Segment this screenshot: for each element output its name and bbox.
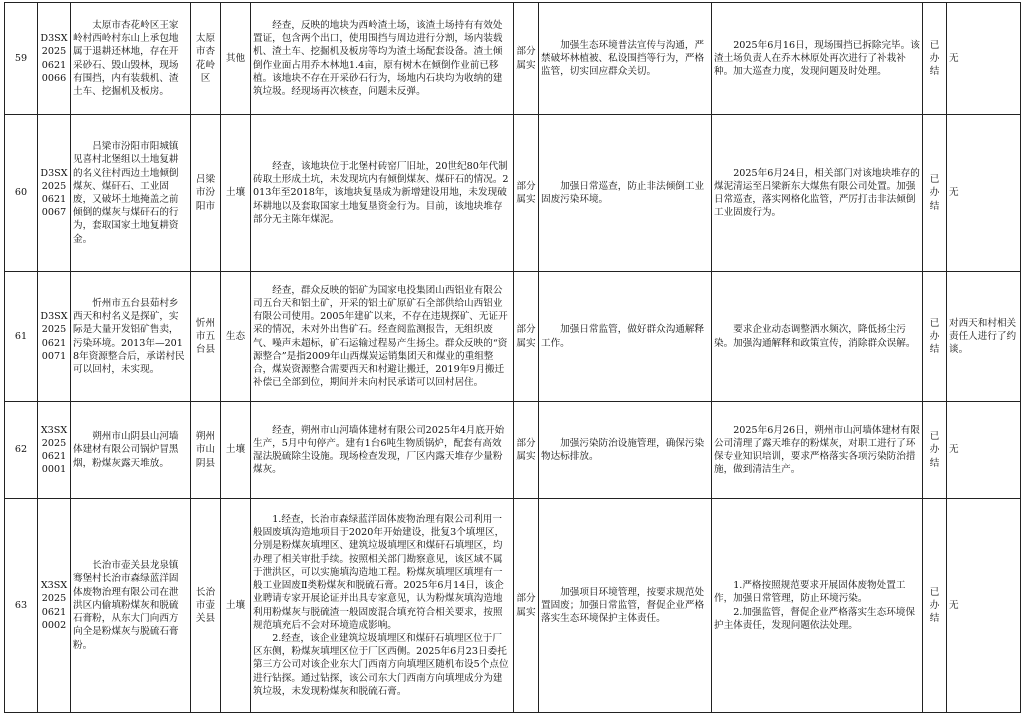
- status-badge: 已办结: [923, 499, 947, 713]
- issue-type: 土壤: [221, 115, 251, 272]
- rectification-progress: 要求企业动态调整洒水频次，降低扬尘污染。加强沟通解释和政策宣传，消除群众误解。: [712, 272, 923, 402]
- status-badge: 已办结: [923, 272, 947, 402]
- investigation-finding: 经查，群众反映的铝矿为国家电投集团山西铝业有限公司五台天和铝土矿，开采的铝土矿原矿石全部供给山西铝业有限公司使用。2005年建矿以来，不存在违规探矿、无证开采的情况，未对外出售矿石。经查阅监测报告，无组织废气、噪声未超标，矿石运输过程易产生扬尘。群众反映的“资源整合”是指2009年山西煤炭运销集团天和煤业的重组整合，煤炭资源整合需要西天和村避让搬迁，2019年9月搬迁补偿已全部到位，期间并未向村民承诺可以回村居住。: [251, 272, 514, 402]
- finding-part-2: 2.经查，该企业建筑垃圾填埋区和煤矸石填埋区位于厂区东侧，粉煤灰填埋区位于厂区西侧。2025年6月23日委托第三方公司对该企业东大门西南方向填埋区随机布设5个点位进行钻探。通过钻探，该公司东大门西南方向填埋成分为建筑垃圾，未发现粉煤灰和脱硫石膏。: [253, 632, 509, 697]
- accountability: 无: [947, 115, 1021, 272]
- verdict: 部分属实: [514, 499, 539, 713]
- status-badge: 已办结: [923, 3, 947, 115]
- report-table: [4, 2, 1021, 713]
- case-code: X3SX202506210001: [38, 402, 71, 499]
- issue-type: 生态: [221, 272, 251, 402]
- rectification-measures: 加强日常监管，做好群众沟通解释工作。: [539, 272, 712, 402]
- issue-type: 土壤: [221, 402, 251, 499]
- issue-description: 太原市杏花岭区王家岭村西岭村东山上承包地属于退耕还林地，存在开采砂石、毁山毁林，现场有围挡，内有装载机、渣土车、挖掘机及板房。: [71, 3, 191, 115]
- verdict: 部分属实: [514, 3, 539, 115]
- status-badge: 已办结: [923, 115, 947, 272]
- table-row: [5, 402, 1021, 499]
- finding-part-1: 1.经查，长治市森绿蓝洋固体废物治理有限公司利用一般固废填沟造地项目于2020年开始建设，批复3个填埋区，分别是粉煤灰填埋区、建筑垃圾填埋区和煤矸石填埋区，均办理了相关审批手续。按照相关部门勘察意见，该区域不属于泄洪区，可以实施填沟造地工程。粉煤灰填埋区填埋有一般工业固废Ⅱ类粉煤灰和脱硫石膏。2025年6月14日，该企业聘请专家开展论证并出具专家意见，认为粉煤灰填沟造地利用粉煤灰与脱硫渣一般固废混合填充符合相关要求，按照规范填充后不会对环境造成影响。: [253, 514, 505, 631]
- issue-description: 朔州市山阴县山河墙体建材有限公司锅炉冒黑烟，粉煤灰露天堆放。: [71, 402, 191, 499]
- case-code: D3SX202506210066: [38, 3, 71, 115]
- row-number: 62: [5, 402, 38, 499]
- investigation-finding: 经查，该地块位于北堡村砖窑厂旧址，20世纪80年代制砖取土形成土坑，未发现坑内有倾倒煤灰、煤矸石的情况。2013年至2018年，该地块复垦成为新增建设用地，未发现破坏耕地以及套取国家土地复垦资金行为。目前，该地块堆存部分无主陈年煤泥。: [251, 115, 514, 272]
- issue-description: 长治市壶关县龙泉镇骞堡村长治市森绿蓝洋固体废物治理有限公司在泄洪区内偷填粉煤灰和脱硫石膏粉，从东大门向西方向全是粉煤灰与脱硫石膏粉。: [71, 499, 191, 713]
- progress-part-1: 1.严格按照规范要求开展固体废物处置工作，加强日常管理，防止环境污染。: [714, 580, 906, 605]
- row-number: 60: [5, 115, 38, 272]
- rectification-measures: 加强项目环境管理，按要求规范处置固废；加强日常监管，督促企业严格落实生态环境保护主体责任。: [539, 499, 712, 713]
- issue-type: 土壤: [221, 499, 251, 713]
- table-row: [5, 115, 1021, 272]
- issue-type: 其他: [221, 3, 251, 115]
- accountability: 无: [947, 3, 1021, 115]
- location: 长治市壶关县: [191, 499, 221, 713]
- rectification-progress: 2025年6月16日，现场围挡已拆除完毕。该渣土场负责人在乔木林原处再次进行了补栽补种。加大巡查力度，发现问题及时处理。: [712, 3, 923, 115]
- case-code: D3SX202506210067: [38, 115, 71, 272]
- accountability: 无: [947, 402, 1021, 499]
- case-code: D3SX202506210071: [38, 272, 71, 402]
- table-row: [5, 272, 1021, 402]
- case-code: X3SX202506210002: [38, 499, 71, 713]
- progress-part-2: 2.加强监管，督促企业严格落实生态环境保护主体责任，发现问题依法处理。: [714, 606, 916, 631]
- location: 朔州市山阴县: [191, 402, 221, 499]
- rectification-progress: 2025年6月24日，相关部门对该地块堆存的煤泥清运至吕梁新东大煤焦有限公司处置。加强日常巡查，落实网格化监管，严厉打击非法倾倒工业固废行为。: [712, 115, 923, 272]
- accountability: 对西天和村相关责任人进行了约谈。: [947, 272, 1021, 402]
- issue-description: 忻州市五台县茹村乡西天和村名义是探矿，实际是大量开发铝矿售卖，污染环境。2013年—2018年资源整合后，承诺村民可以回村，未实现。: [71, 272, 191, 402]
- verdict: 部分属实: [514, 272, 539, 402]
- location: 忻州市五台县: [191, 272, 221, 402]
- investigation-finding: [251, 499, 514, 713]
- issue-description: 吕梁市汾阳市阳城镇见喜村北堡组以土地复耕的名义往村西边土地倾倒煤灰、煤矸石、工业固废，又破坏土地掩盖之前倾倒的煤灰与煤矸石的行为，套取国家土地复耕资金。: [71, 115, 191, 272]
- location: 吕梁市汾阳市: [191, 115, 221, 272]
- verdict: 部分属实: [514, 402, 539, 499]
- accountability: 无: [947, 499, 1021, 713]
- rectification-progress: [712, 499, 923, 713]
- status-badge: 已办结: [923, 402, 947, 499]
- location: 太原市杏花岭区: [191, 3, 221, 115]
- rectification-measures: 加强日常巡查，防止非法倾倒工业固废污染环境。: [539, 115, 712, 272]
- rectification-measures: 加强污染防治设施管理，确保污染物达标排放。: [539, 402, 712, 499]
- table-row: [5, 3, 1021, 115]
- investigation-finding: 经查，朔州市山河墙体建材有限公司2025年4月底开始生产，5月中旬停产。建有1台6吨生物质锅炉，配套有高效湿法脱硫除尘设施。现场检查发现，厂区内露天堆存少量粉煤灰。: [251, 402, 514, 499]
- row-number: 61: [5, 272, 38, 402]
- rectification-progress: 2025年6月26日，朔州市山河墙体建材有限公司清理了露天堆存的粉煤灰，对职工进行了环保专业知识培训，要求严格落实各项污染防治措施，做到清洁生产。: [712, 402, 923, 499]
- row-number: 63: [5, 499, 38, 713]
- verdict: 部分属实: [514, 115, 539, 272]
- investigation-finding: 经查，反映的地块为西岭渣土场，该渣土场持有有效处置证，包含两个出口，使用围挡与周边进行分割，场内装载机、渣土车、挖掘机及板房等均为渣土场配套设备。渣土倾倒作业面占用乔木林地1.4亩，原有树木在倾倒作业前已移植。该地块不存在开采砂石行为，场地内石块均为收纳的建筑垃圾。经现场再次核查，问题未反弹。: [251, 3, 514, 115]
- row-number: 59: [5, 3, 38, 115]
- rectification-measures: 加强生态环境普法宣传与沟通，严禁破坏林植被、私设围挡等行为，严格监管，切实回应群众关切。: [539, 3, 712, 115]
- table-row: [5, 499, 1021, 713]
